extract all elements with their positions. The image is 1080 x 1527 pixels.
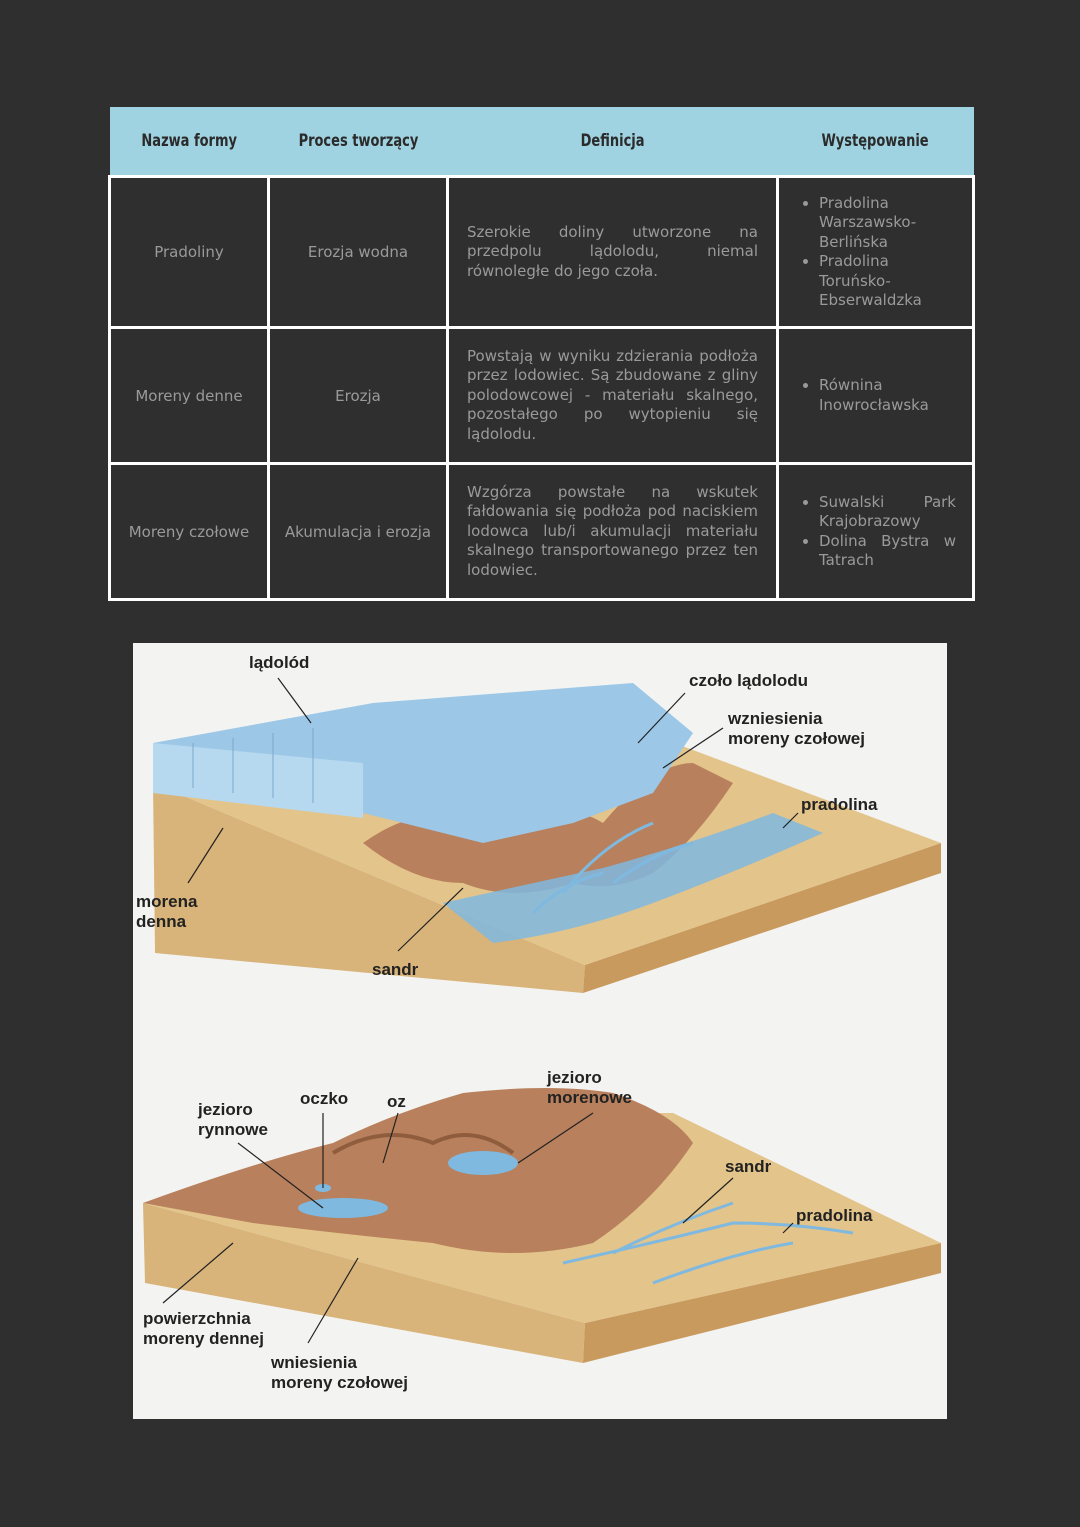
occurrence-item: • Pradolina Toruńsko-Ebserwaldzka [819, 252, 956, 311]
cell-name: Moreny czołowe [110, 464, 269, 600]
cell-occurrence [778, 328, 974, 464]
header-process: Proces tworzący [269, 107, 448, 177]
label-pradolina-bottom: pradolina [796, 1206, 873, 1225]
label-jezioro-morenowe-2: morenowe [547, 1088, 633, 1107]
cell-definition: Powstają w wyniku zdzierania podłoża przez lodowiec. Są zbudowane z gliny polodowcowej - materiału skalnego, pozostałego po wytopieniu się lądolodu. [448, 328, 778, 464]
table-row [110, 464, 974, 600]
label-sandr-bottom: sandr [725, 1157, 772, 1176]
label-jezioro-rynnowe-2: rynnowe [198, 1120, 268, 1139]
cell-process: Erozja wodna [269, 177, 448, 328]
label-oczko: oczko [300, 1089, 349, 1108]
label-wniesienia-moreny: moreny czołowej [271, 1373, 408, 1392]
cell-definition: Szerokie doliny utworzone na przedpolu lądolodu, niemal równoległe do jego czoła. [448, 177, 778, 328]
cell-occurrence [778, 464, 974, 600]
moraine-lake [448, 1151, 518, 1175]
label-pradolina-top: pradolina [801, 795, 878, 814]
cell-process: Akumulacja i erozja [269, 464, 448, 600]
label-morena: morena [136, 892, 198, 911]
landforms-table [108, 107, 975, 601]
label-oz: oz [387, 1092, 406, 1111]
label-jezioro-morenowe-1: jezioro [547, 1068, 602, 1087]
table-row [110, 177, 974, 328]
table-row [110, 328, 974, 464]
label-moreny-czolowej: moreny czołowej [728, 729, 865, 748]
label-powierzchnia: powierzchnia [143, 1309, 251, 1328]
label-sandr-top: sandr [372, 960, 419, 979]
glacial-diagrams-svg [133, 643, 947, 1419]
table-header-row [110, 107, 974, 177]
label-denna: denna [136, 912, 187, 931]
cell-name: Moreny denne [110, 328, 269, 464]
cell-definition: Wzgórza powstałe na wskutek fałdowania się podłoża pod naciskiem lodowca lub/i akumulacji materiału skalnego transportowanego przez ten lodowiec. [448, 464, 778, 600]
cell-process: Erozja [269, 328, 448, 464]
occurrence-item: • Równina Inowrocławska [819, 376, 956, 415]
cell-occurrence [778, 177, 974, 328]
label-czolo-ladolodu: czoło lądolodu [689, 671, 808, 690]
label-ladolod: lądolód [249, 653, 310, 672]
occurrence-item: • Suwalski Park Krajobrazowy [819, 493, 956, 532]
label-jezioro-rynnowe-1: jezioro [198, 1100, 253, 1119]
label-moreny-dennej: moreny dennej [143, 1329, 264, 1348]
glacial-landforms-figure [133, 643, 947, 1419]
occurrence-item: • Pradolina Warszawsko-Berlińska [819, 194, 956, 253]
header-occurrence: Występowanie [778, 107, 974, 177]
cell-name: Pradoliny [110, 177, 269, 328]
occurrence-item: • Dolina Bystra w Tatrach [819, 532, 956, 571]
label-wzniesienia: wzniesienia [728, 709, 823, 728]
header-name: Nazwa formy [110, 107, 269, 177]
ribbon-lake [298, 1198, 388, 1218]
label-wniesienia: wniesienia [271, 1353, 357, 1372]
header-definition: Definicja [448, 107, 778, 177]
